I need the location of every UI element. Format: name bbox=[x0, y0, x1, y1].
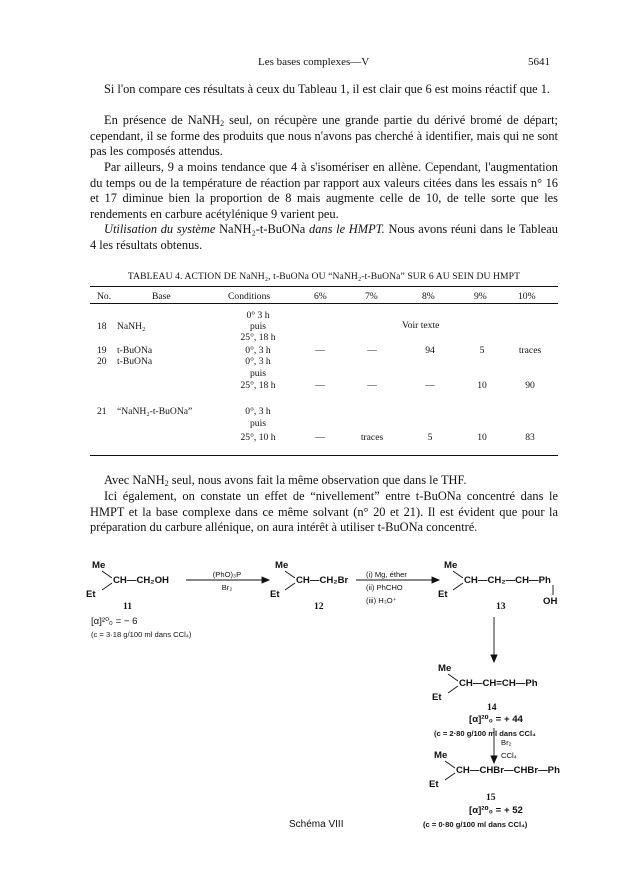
table-row-20-c6: — bbox=[315, 380, 325, 391]
c13-et: Et bbox=[438, 589, 448, 600]
table-row-20-c7: — bbox=[367, 380, 377, 391]
table-row-21-c7: traces bbox=[360, 432, 384, 443]
table-row-19-c9: 5 bbox=[479, 345, 485, 356]
table-row-19-cond-1: 0°, 3 h bbox=[245, 345, 271, 356]
paragraph-4: Utilisation du système NaNH₂-t-BuONa dans le HMPT. Nous avons réuni dans le Tableau 4 les résultats obtenus. bbox=[90, 222, 558, 252]
table-header-7: 7% bbox=[365, 291, 378, 302]
table-row-18-cond-2: puis bbox=[250, 321, 266, 332]
paragraph-3: Par ailleurs, 9 a moins tendance que 4 à s'isomériser en allène. Cependant, l'augmentation du temps ou de la température de réaction par rapport aux valeurs citées dans les essais n° 16 et 17 diminue bien la proportion de 8 mais augmente celle de 10, de telle sorte que les rendements en carbure acétylénique 9 varient peu. bbox=[90, 160, 558, 221]
paragraph-1: Si l'on compare ces résultats à ceux du Tableau 1, il est clair que 6 est moins réactif que 1. bbox=[104, 82, 551, 96]
c15-rotation: [α]²⁰₀ = + 52 bbox=[469, 805, 523, 816]
table-header-8: 8% bbox=[422, 291, 435, 302]
table-row-21-no: 21 bbox=[97, 406, 107, 417]
arrow3-reagent-2: CCl₄ bbox=[501, 751, 517, 760]
c13-me: Me bbox=[444, 560, 458, 571]
table-row-21-cond-2: puis bbox=[250, 418, 266, 429]
table-row-19-c7: — bbox=[367, 345, 377, 356]
table-row-21-base: “NaNH₂-t-BuONa” bbox=[117, 406, 193, 417]
c15-concentration: (c = 0·80 g/100 ml dans CCl₄) bbox=[423, 820, 528, 829]
c12-et: Et bbox=[270, 589, 280, 600]
c11-rotation: [α]²⁰₀ = − 6 bbox=[91, 616, 138, 627]
table-row-18-cond-3: 25°, 18 h bbox=[240, 332, 276, 343]
table-header-10: 10% bbox=[518, 291, 536, 302]
table-row-21-c6: — bbox=[315, 432, 325, 443]
table-row-21-c8: 5 bbox=[427, 432, 433, 443]
scheme-title: Schéma VIII bbox=[289, 819, 344, 830]
table-row-20-cond-3: 25°, 18 h bbox=[240, 380, 276, 391]
table-header-6: 6% bbox=[314, 291, 327, 302]
arrow1-reagent-bottom: Br₂ bbox=[221, 583, 233, 592]
table-row-19-base: t-BuONa bbox=[117, 345, 153, 356]
c14-label: 14 bbox=[487, 702, 497, 713]
table-row-20-c10: 90 bbox=[525, 380, 535, 391]
c13-label: 13 bbox=[496, 601, 506, 612]
paragraph-2: En présence de NaNH$_2$ seul, on récupère une grande partie du dérivé bromé de départ; cependant, il se forme des produits que nous n'avons pas cherché à identifier, mais qui ne sont pas les composés attendus. bbox=[90, 113, 558, 159]
arrow2-step-1: (i) Mg, éther bbox=[366, 570, 407, 579]
table-header-9: 9% bbox=[474, 291, 487, 302]
paragraph-5: Avec NaNH$_2$ seul, nous avons fait la même observation que dans le THF. bbox=[104, 473, 467, 488]
table-row-18-cond-1: 0° 3 h bbox=[246, 310, 270, 321]
c15-me: Me bbox=[434, 750, 448, 761]
c11-chain: CH—CH₂OH bbox=[113, 575, 169, 586]
table-caption: TABLEAU 4. ACTION DE NaNH₂, t-BuONa OU “NaNH₂-t-BuONa” SUR 6 AU SEIN DU HMPT bbox=[127, 271, 521, 282]
c14-et: Et bbox=[432, 692, 442, 703]
table-row-20-no: 20 bbox=[97, 356, 107, 367]
c12-chain: CH—CH₂Br bbox=[296, 575, 349, 586]
table-row-18-base: NaNH₂ bbox=[117, 321, 146, 332]
table-row-21-c9: 10 bbox=[477, 432, 487, 443]
c12-me: Me bbox=[275, 560, 289, 571]
table-row-21-c10: 83 bbox=[525, 432, 535, 443]
table-row-18-no: 18 bbox=[97, 321, 107, 332]
table-row-20-c9: 10 bbox=[477, 380, 487, 391]
c12-label: 12 bbox=[314, 601, 324, 612]
running-header: Les bases complexes—V bbox=[258, 56, 370, 68]
c14-rotation: [α]²⁰₀ = + 44 bbox=[469, 714, 523, 725]
c15-et: Et bbox=[429, 779, 439, 790]
table-header-no: No. bbox=[97, 291, 112, 302]
table-row-19-c6: — bbox=[315, 345, 325, 356]
c11-et: Et bbox=[86, 589, 96, 600]
c11-me: Me bbox=[92, 560, 106, 571]
c15-chain: CH—CHBr—CHBr—Ph bbox=[456, 765, 560, 776]
table-row-19-c10: traces bbox=[518, 345, 542, 356]
table-row-20-cond-1: 0°, 3 h bbox=[245, 356, 271, 367]
c13-oh: OH bbox=[543, 596, 558, 607]
table-row-20-base: t-BuONa bbox=[117, 356, 153, 367]
c14-me: Me bbox=[438, 663, 452, 674]
c14-concentration: (c = 2·80 g/100 ml dans CCl₄ bbox=[434, 729, 536, 738]
table-row-18-voir-texte: Voir texte bbox=[402, 320, 440, 331]
table-row-21-cond-1: 0°, 3 h bbox=[245, 406, 271, 417]
c11-label: 11 bbox=[123, 601, 133, 612]
paragraph-6: Ici également, on constate un effet de “nivellement” entre t-BuONa concentré dans le HMPT et la base complexe dans ce même solvant (n° 20 et 21). Il est évident que pour la préparation du carbure allénique, on aura intérêt à utiliser t-BuONa concentré. bbox=[90, 489, 558, 535]
table-row-19-c8: 94 bbox=[425, 345, 435, 356]
c13-chain: CH—CH₂—CH—Ph bbox=[464, 575, 551, 586]
arrow2-step-3: (iii) H₃O⁺ bbox=[366, 596, 397, 605]
arrow3-reagent-1: Br₂ bbox=[501, 738, 512, 747]
page-number: 5641 bbox=[528, 56, 550, 68]
table-row-19-no: 19 bbox=[97, 345, 107, 356]
c14-chain: CH—CH=CH—Ph bbox=[459, 678, 538, 689]
c11-concentration: (c = 3·18 g/100 ml dans CCl₄) bbox=[91, 630, 192, 639]
c15-label: 15 bbox=[486, 792, 496, 803]
arrow2-step-2: (ii) PhCHO bbox=[366, 583, 403, 592]
arrow1-reagent-top: (PhO)₃P bbox=[212, 570, 242, 579]
table-header-conditions: Conditions bbox=[228, 291, 271, 302]
table-row-20-c8: — bbox=[425, 380, 435, 391]
table-row-20-cond-2: puis bbox=[250, 368, 266, 379]
table-row-21-cond-3: 25°, 10 h bbox=[240, 432, 276, 443]
table-header-base: Base bbox=[152, 291, 171, 302]
